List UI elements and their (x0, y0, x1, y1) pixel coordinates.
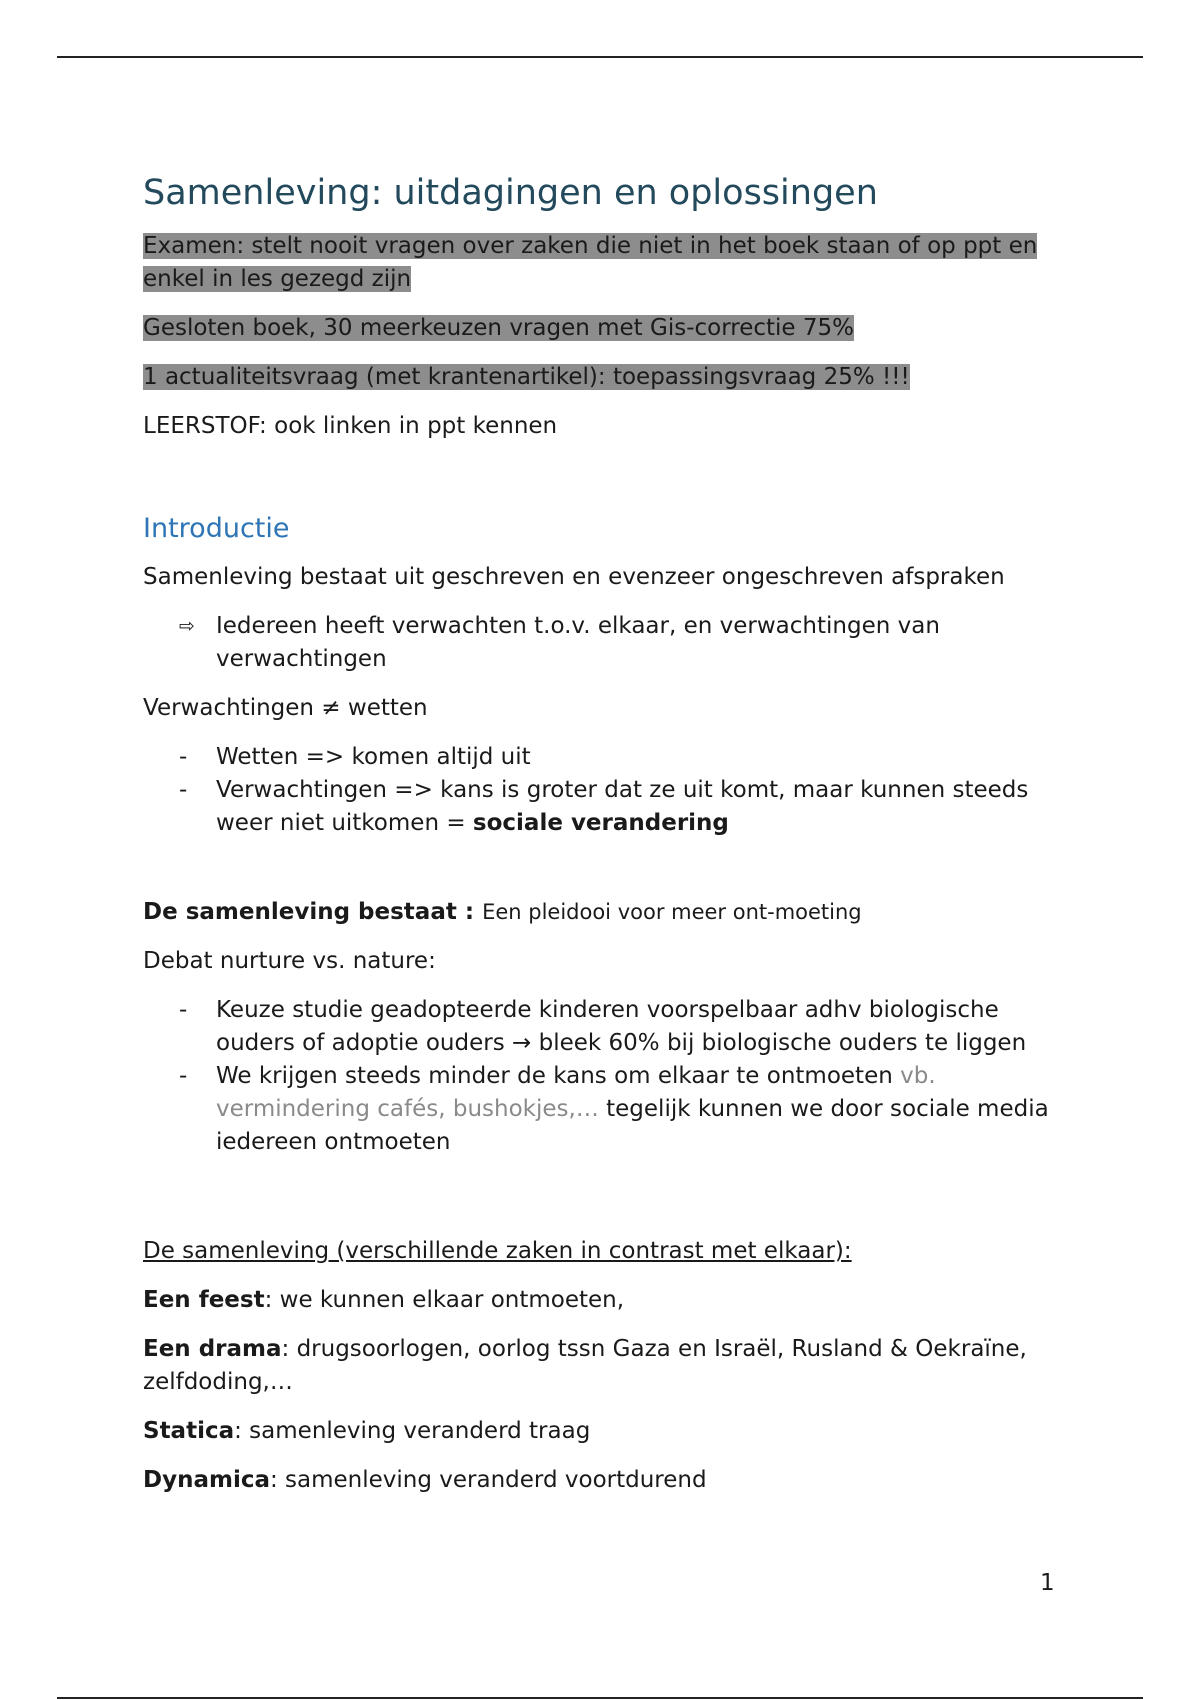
section3-heading-text: De samenleving (verschillende zaken in contrast met elkaar): (143, 1238, 852, 1265)
list-item-text: Iedereen heeft verwachten t.o.v. elkaar, en verwachtingen van verwachtingen (216, 613, 940, 673)
drama-label: Een drama (143, 1336, 282, 1363)
section2-bold-label: De samenleving bestaat : (143, 899, 483, 926)
note-exam-text: Examen: stelt nooit vragen over zaken die niet in het boek staan of op ppt en enkel in les gezegd zijn (143, 232, 1038, 292)
list-item-text: Wetten => komen altijd uit (216, 744, 531, 771)
item-drama (143, 1333, 1063, 1399)
list-item (143, 774, 1063, 840)
intro-arrow-list (143, 610, 1063, 676)
note-actuality-text: 1 actualiteitsvraag (met krantenartikel): toepassingsvraag 25% !!! (143, 363, 910, 390)
item-dynamica (143, 1464, 1063, 1497)
item-statica (143, 1415, 1063, 1448)
section3-heading (143, 1235, 1063, 1268)
dash-bullet-icon: - (179, 744, 188, 771)
example-text: vb. vermindering cafés, bushokjes,… (216, 1063, 936, 1123)
note-exam (143, 230, 1063, 296)
intro-paragraph: Samenleving bestaat uit geschreven en evenzeer ongeschreven afspraken (143, 564, 1005, 591)
note-actuality (143, 361, 1063, 394)
spacer (143, 1175, 1063, 1235)
list-item-text: Keuze studie geadopteerde kinderen voorspelbaar adhv biologische ouders of adoptie ouders → bleek 60% bij biologische ouders te liggen (216, 997, 1027, 1057)
dynamica-label: Dynamica (143, 1467, 270, 1494)
list-item (143, 610, 1063, 676)
document-body (143, 172, 1063, 1513)
list-item (143, 741, 1063, 774)
dash-bullet-icon: - (179, 997, 188, 1024)
arrow-bullet-icon: ⇨ (179, 615, 195, 638)
footer-rule (57, 1697, 1143, 1699)
heading-introductie: Introductie (143, 512, 290, 544)
note-leerstof: LEERSTOF: ook linken in ppt kennen (143, 412, 558, 439)
document-title: Samenleving: uitdagingen en oplossingen (143, 173, 878, 213)
statica-label: Statica (143, 1418, 235, 1445)
list-item-text: Verwachtingen => kans is groter dat ze uit komt, maar kunnen steeds weer niet uitkomen = (216, 777, 1029, 837)
section2-subtitle: Een pleidooi voor meer ont-moeting (482, 900, 862, 925)
section2-paragraph: Debat nurture vs. nature: (143, 948, 436, 975)
bold-term: sociale verandering (472, 810, 729, 837)
list-item (143, 994, 1063, 1060)
intro-paragraph-2: Verwachtingen ≠ wetten (143, 695, 428, 722)
note-closed-book-text: Gesloten boek, 30 meerkeuzen vragen met Gis-correctie 75% (143, 314, 855, 341)
list-item-text: tegelijk kunnen we door sociale media iedereen ontmoeten (216, 1096, 1049, 1156)
list-item-text: We krijgen steeds minder de kans om elkaar te ontmoeten (216, 1063, 901, 1090)
section2-dash-list (143, 994, 1063, 1159)
note-closed-book (143, 312, 1063, 345)
page-number: 1 (1040, 1570, 1055, 1596)
drama-text: : drugsoorlogen, oorlog tssn Gaza en Israël, Rusland & Oekraïne, zelfdoding,… (143, 1336, 1027, 1396)
dynamica-text: : samenleving veranderd voortdurend (269, 1467, 707, 1494)
feest-text: : we kunnen elkaar ontmoeten, (264, 1287, 625, 1314)
section2-heading (143, 896, 1063, 929)
header-rule (57, 56, 1143, 58)
item-feest (143, 1284, 1063, 1317)
feest-label: Een feest (143, 1287, 265, 1314)
spacer (143, 856, 1063, 896)
dash-bullet-icon: - (179, 1063, 188, 1090)
intro-dash-list (143, 741, 1063, 840)
statica-text: : samenleving veranderd traag (234, 1418, 591, 1445)
list-item (143, 1060, 1063, 1159)
dash-bullet-icon: - (179, 777, 188, 804)
